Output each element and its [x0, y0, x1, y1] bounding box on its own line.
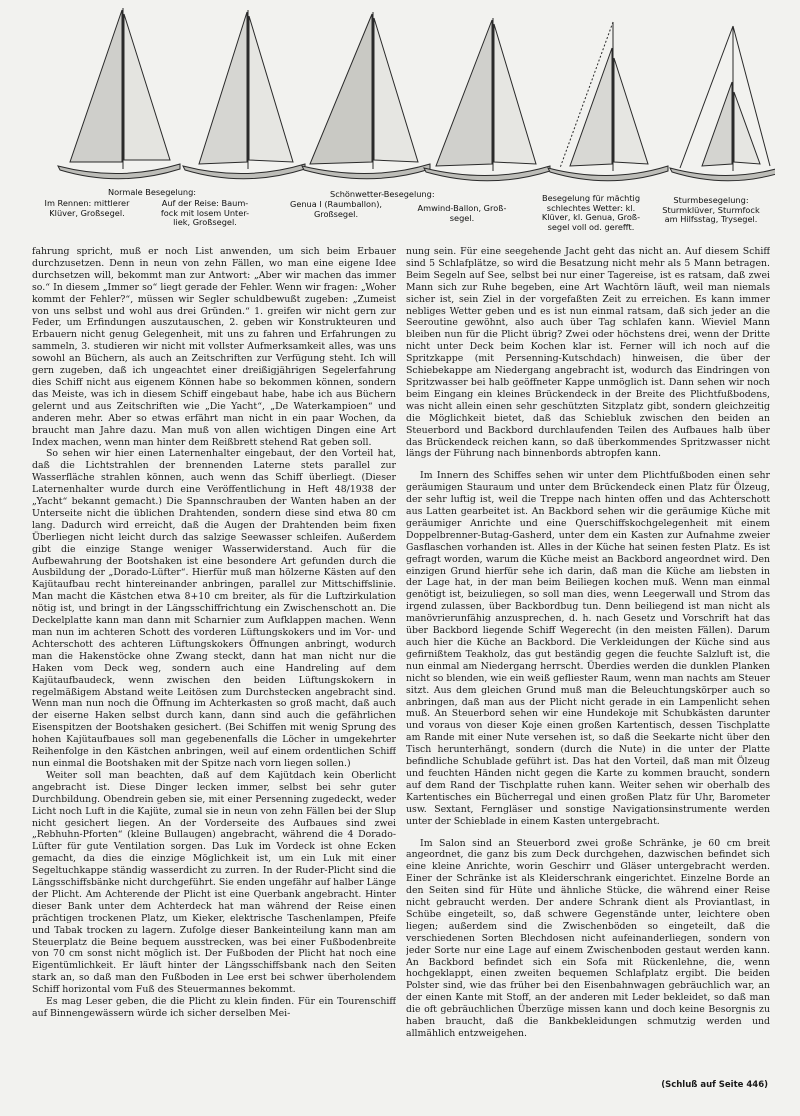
caption-amwind: Amwind-Ballon, Groß- segel. [417, 203, 507, 223]
boat-storm-rig [670, 26, 775, 181]
boat-heavy-weather-rig [548, 22, 668, 181]
caption-genoa: Genua I (Raumballon), Großsegel. [289, 199, 383, 219]
caption-normal-heading: Normale Besegelung: [108, 187, 197, 197]
sail-plan-illustrations [30, 4, 775, 190]
paragraph: Im Salon sind an Steuerbord zwei große Schränke, je 60 cm breit angeordnet, die ganz bis zum Deck durchgehen, dazwischen befindet sich eine kleine Anrichte, worin Geschirr und Gläser untergebracht werden. Einer der Schränke ist als Kleiderschrank eingerichtet. Einzelne Borde an den Seiten sind für Hüte und ähnliche Stücke, die während einer Reise nicht gebraucht werden. Der andere Schrank dient als Proviantlast, in Schübe eingeteilt, so, daß schwere Gegenstände unter, leichtere oben liegen; außerdem sind die Zwischenböden so eingeteilt, daß die verschiedenen Sorten Blechdosen nicht aufeinanderliegen, sondern von jeder Sorte nur eine Lage auf einem Zwischenboden gestaut werden kann. An Backbord befindet sich ein Sofa mit Rückenlehne, die, wenn hochgeklappt, einen zweiten bequemen Schlafplatz ergibt. Die beiden Polster sind, wie das früher bei den Eisenbahnwagen gebräuchlich war, an der einen Kante mit Stoff, an der anderen mit Leder bekleidet, so daß man die oft gebräuchlichen Überzüge missen kann und doch keine Besorgnis zu haben braucht, daß die Bankbekleidungen schmutzig werden und allmählich entzweigehen. [406, 837, 770, 1039]
paragraph: nung sein. Für eine seegehende Jacht geht das nicht an. Auf diesem Schiff sind 5 Schlafplätze, so wird die Besatzung nicht mehr als 5 Mann betragen. Beim Segeln auf See, selbst bei nur einer Tagereise, ist es ratsam, daß zwei Mann sich zur Ruhe begeben, eine Art Wachtörn läuft, weil man niemals sicher ist, sein Ziel in der vorgefaßten Zeit zu erreichen. Es kann immer nebliges Wetter geben und es ist nun einmal ratsam, daß sich jeder an die Seeroutine gewöhnt, also auch über Tag schlafen kann. Wieviel Mann bleiben nun für die Plicht übrig? Zwei oder höchstens drei, wenn der Dritte nicht unter Deck beim Kochen klar ist. Ferner will ich noch auf die Spritzkappe (mit Persenning-Kutschdach) hinweisen, die über der Schiebekappe am Niedergang angebracht ist, wodurch das Eindringen von Spritzwasser bei halb geöffneter Kappe unmöglich ist. Dann sehen wir noch beim Eingang ein kleines Brückendeck in der Breite des Plichtfußbodens, was nicht allein einen sehr geschützten Sitzplatz gibt, sondern gleichzeitig die Möglichkeit bietet, daß das Schiebluk zwischen den beiden an Steuerbord und Backbord durchlaufenden Teilen des Aufbaues halb über das Brückendeck reichen kann, so daß überkommendes Spritzwasser nicht längs der Führung nach binnenbords abtropfen kann. [406, 246, 770, 460]
caption-heavy-weather: Besegelung für mächtig schlechtes Wetter: kl. Klüver, kl. Genua, Groß- segel voll od. gerefft. [541, 193, 641, 232]
boat-cruising-rig [183, 10, 305, 179]
continuation-note: (Schluß auf Seite 446) [661, 1080, 768, 1090]
caption-fair-weather-heading: Schönwetter-Besegelung: [330, 189, 435, 199]
article-body [32, 246, 770, 1096]
paragraph: Es mag Leser geben, die die Plicht zu klein finden. Für ein Tourenschiff auf Binnengewässern würde ich sicher derselben Mei- [32, 996, 396, 1019]
right-column [406, 246, 770, 1096]
boat-amwind-balloon-rig [424, 18, 550, 181]
caption-storm: Sturmbesegelung: Sturmklüver, Sturmfock am Hilfsstag, Trysegel. [662, 195, 760, 225]
boat-genoa-rig [302, 12, 430, 179]
paragraph: Im Innern des Schiffes sehen wir unter dem Plichtfußboden einen sehr geräumigen Stauraum und unter dem Brückendeck einen Platz für Ölzeug, der sehr luftig ist, weil die Treppe nach hinten offen und das Achterschott aus Latten gearbeitet ist. An Backbord sehen wir die geräumige Küche mit geräumiger Anrichte und eine Querschiffskochgelegenheit mit einem Doppelbrenner-Butag-Gasherd, unter dem ein Kasten zur Aufnahme zweier Gasflaschen vorhanden ist. Alles in der Küche hat seinen festen Platz. Es ist gefragt worden, warum die Küche meist an Backbord angeordnet wird. Den einzigen Grund hierfür sehe ich darin, daß man die Küche am liebsten in der Lage hat, in der man beim Beiliegen kochen muß. Wenn man einmal genötigt ist, beizuliegen, so soll man dies, wenn Leegerwall und Strom das irgend zulassen, über Backbordbug tun. Denn beiliegend ist man nicht als manövrierunfähig anzusprechen, d. h. nach Gesetz und Vorschrift hat das über Backbord liegende Schiff Wegerecht (in den meisten Fällen). Darum auch hier die Küche an Backbord. Die Verkleidungen der Küche sind aus gefirnißtem Teakholz, das gut beständig gegen die feuchte Salzluft ist, die nun einmal am Niedergang herrscht. Überdies werden die dunklen Planken nicht so blenden, wie ein weiß gefliester Raum, wenn man nachts am Steuer sitzt. Aus dem gleichen Grund muß man die Beleuchtungskörper auch so anbringen, daß man aus der Plicht nicht gerade in ein Lampenlicht sehen muß. An Steuerbord sehen wir eine Hundekoje mit Schubkästen darunter und voraus von dieser Koje einen großen Kartentisch, dessen Tischplatte am Rande mit einer Nute versehen ist, so daß die Seekarte nicht über den Tisch herunterhängt, sondern (durch die Nute) in die unter der Platte befindliche Schublade geführt ist. Das hat den Vorteil, daß man mit Ölzeug und feuchten Händen nicht gegen die Karte zu kommen braucht, sondern auf dem Rand der Tischplatte ruhen kann. Weiter sehen wir oberhalb des Kartentisches ein Bücherregal und einen großen Platz für Uhr, Barometer usw. Sextant, Ferngläser und sonstige Navigationsinstrumente werden unter der Schieblade in einem Kasten untergebracht. [406, 470, 770, 827]
boat-racing-rig [58, 8, 180, 179]
left-column [32, 246, 396, 1096]
paragraph: fahrung spricht, muß er noch List anwenden, um sich beim Erbauer durchzusetzen. Denn in neun von zehn Fällen, wo man eine eigene Idee durchsetzen will, bekommt man zur Antwort: „Aber wir machen das immer so.“ In diesem „Immer so“ liegt gerade der Fehler. Wenn wir fragen: „Woher kommt der Fehler?“, müssen wir Segler schuldbewußt zugeben: „Zumeist von uns selbst und wohl aus drei Gründen.“ 1. greifen wir nicht gern zur Feder, um Erfindungen auszutauschen, 2. geben wir Konstrukteuren und Erbauern nicht genug Gelegenheit, mit uns zu fahren und Erfahrungen zu sammeln, 3. studieren wir nicht mit vollster Aufmerksamkeit alles, was uns sowohl an Büchern, als auch an Zeitschriften zur Verfügung steht. Ich will gern zugeben, daß ich ungeachtet einer dreißigjährigen Segelerfahrung dies Schiff nicht aus eigenem Können habe so bekommen können, sondern das Meiste, was ich in diesem Schiff eingebaut habe, habe ich aus Büchern gelernt und aus Zeitschriften wie „Die Yacht“, „De Waterkampioen“ und anderen mehr. Aber so etwas erfährt man nicht in ein paar Wochen, da braucht man Jahre dazu. Man muß von allen wichtigen Dingen eine Art Index machen, wenn man hinter dem Reißbrett stehend Rat geben soll. [32, 246, 396, 448]
paragraph: Weiter soll man beachten, daß auf dem Kajütdach kein Oberlicht angebracht ist. Diese Dinger lecken immer, selbst bei sehr guter Durchbildung. Obendrein geben sie, mit einer Persenning zugedeckt, weder Licht noch Luft in die Kajüte, zumal sie in neun von zehn Fällen bei der Slup nicht gesichert liegen. An der Vorderseite des Aufbaues sind zwei „Rebhuhn-Pforten“ (kleine Bullaugen) angebracht, während die 4 Dorado-Lüfter für gute Ventilation sorgen. Das Luk im Vordeck ist ohne Ecken gemacht, da dies die einzige Möglichkeit ist, um ein Luk mit einer Segeltuchkappe ständig wasserdicht zu zurren. In der Ruder-Plicht sind die Längsschiffsbänke nicht durchgeführt. Sie enden ungefähr auf halber Länge der Plicht. Am Achterende der Plicht ist eine Querbank angebracht. Hinter dieser Bank unter dem Achterdeck hat man während der Reise einen prächtigen trockenen Platz, um Kieker, elektrische Taschenlampen, Pfeife und Tabak trocken zu lagern. Zufolge dieser Bankeinteilung kann man am Steuerplatz die Beine bequem ausstrecken, was bei einer Fußbodenbreite von 70 cm sonst nicht möglich ist. Der Fußboden der Plicht hat noch eine Eigentümlichkeit. Er läuft hinter der Längsschiffsbank nach den Seiten stark an, so daß man den Fußboden in Lee erst bei schwer überholendem Schiff horizontal vom Fuß des Steuermannes bekommt. [32, 769, 396, 996]
caption-cruising: Auf der Reise: Baum- fock mit losem Unter- liek, Großsegel. [160, 198, 250, 228]
caption-racing: Im Rennen: mittlerer Klüver, Großsegel. [44, 198, 130, 218]
paragraph: So sehen wir hier einen Laternenhalter eingebaut, der den Vorteil hat, daß die Lichtstrahlen der brennenden Laterne stets parallel zur Wasserfläche strahlen können, auch wenn das Schiff überliegt. (Dieser Laternenhalter wurde durch eine Veröffentlichung in Heft 48/1938 der „Yacht“ bekannt gemacht.) Die Spannschrauben der Wanten haben an der Unterseite nicht die üblichen Drahtenden, sondern diese sind etwa 80 cm lang. Dadurch wird erreicht, daß die Augen der Drahtenden beim fixen Überliegen nicht leicht durch das salzige Seewasser schleifen. Außerdem gibt die einzige Stange weniger Wasserwiderstand. Auch für die Aufbewahrung der Bootshaken ist eine besondere Art gefunden durch die Ausbildung der „Dorado-Lüfter“. Hierfür muß man hölzerne Kästen auf den Kajütaufbau recht hintereinander anbringen, parallel zur Mittschiffslinie. Man macht die Kästchen etwa 8+10 cm breiter, als für die Luftzirkulation nötig ist, und bringt in der Längsschiffrichtung ein Zwischenschott an. Die Deckelplatte kann man dann mit Scharnier zum Aufklappen machen. Wenn man nun im achteren Schott des vorderen Lüftungskokers und im Vor- und Achterschott des achteren Lüftungskokers Öffnungen anbringt, wodurch man die Hakenstöcke ohne Zwang steckt, dann hat man nicht nur die Haken vom Deck weg, sondern auch eine Handreling auf dem Kajütaufbaudeck, wenn zwischen den beiden Lüftungskokern in regelmäßigem Abstand weite Leitösen zum Durchstecken angebracht sind. Wenn man nun noch die Öffnung im Achterkasten so groß macht, daß auch der eiserne Haken selbst durch kann, dann sind auch die gefährlichen Eisenspitzen der Bootshaken gesichert. (Bei Schiffen mit wenig Sprung des hohen Kajütaufbaues soll man gegebenenfalls die Löcher in umgekehrter Reihenfolge in den Kästchen anbringen, weil auf einem ordentlichen Schiff nun einmal die Bootshaken mit der Spitze nach vorn liegen sollen.) [32, 448, 396, 769]
